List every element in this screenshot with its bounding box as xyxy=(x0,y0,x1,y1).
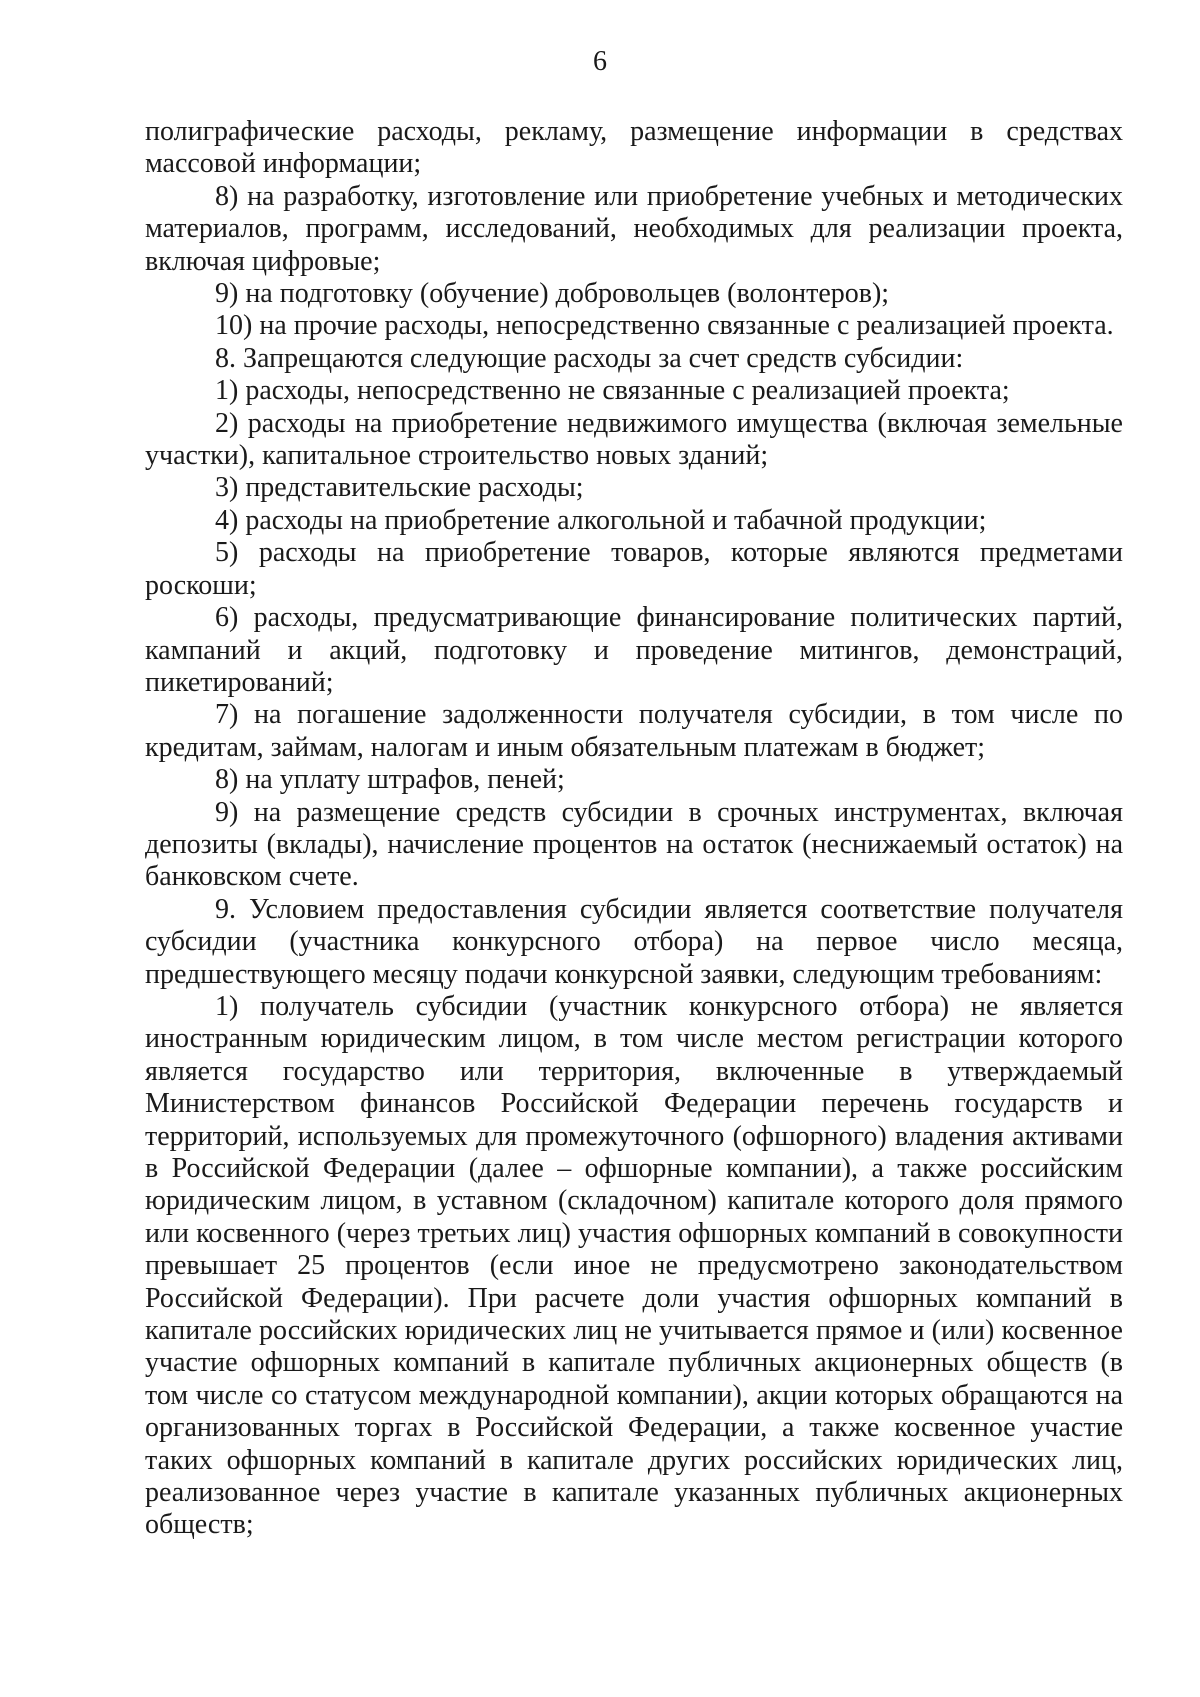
paragraph: 8) на уплату штрафов, пеней; xyxy=(215,764,565,796)
page-number: 6 xyxy=(593,46,607,77)
paragraph: 8. Запрещаются следующие расходы за счет средств субсидии: xyxy=(215,342,964,374)
paragraph: 1) получатель субсидии (участник конкурсного отбора) не является иностранным юридическим лицом, в том числе местом регистрации которого является государство или территория, включенные в утверждаемый Министерством финансов Российской Федерации перечень государств и территорий, используемых для промежуточного (офшорного) владения активами в Российской Федерации (далее – офшорные компании), а также российским юридическим лицом, в уставном (складочном) капитале которого доля прямого или косвенного (через третьих лиц) участия офшорных компаний в совокупности превышает 25 процентов (если иное не предусмотрено законодательством Российской Федерации). При расчете доли участия офшорных компаний в капитале российских юридических лиц не учитывается прямое и (или) косвенное участие офшорных компаний в капитале публичных акционерных обществ (в том числе со статусом международной компании), акции которых обращаются на организованных торгах в Российской Федерации, а также косвенное участие таких офшорных компаний в капитале других российских юридических лиц, реализованное через участие в капитале указанных публичных акционерных обществ; xyxy=(145,990,1123,1541)
paragraph: 5) расходы на приобретение товаров, которые являются предметами роскоши; xyxy=(145,537,1123,601)
paragraph: 10) на прочие расходы, непосредственно связанные с реализацией проекта. xyxy=(215,310,1114,342)
paragraph: 3) представительские расходы; xyxy=(215,472,584,504)
paragraph: 9) на подготовку (обучение) добровольцев (волонтеров); xyxy=(215,278,890,310)
paragraph: 7) на погашение задолженности получателя субсидии, в том числе по кредитам, займам, налогам и иным обязательным платежам в бюджет; xyxy=(145,699,1123,763)
paragraph: 8) на разработку, изготовление или приобретение учебных и методических материалов, программ, исследований, необходимых для реализации проекта, включая цифровые; xyxy=(145,180,1123,277)
paragraph: 1) расходы, непосредственно не связанные с реализацией проекта; xyxy=(215,375,1010,407)
paragraph: 9. Условием предоставления субсидии является соответствие получателя субсидии (участника конкурсного отбора) на первое число месяца, предшествующего месяцу подачи конкурсной заявки, следующим требованиям: xyxy=(145,893,1123,990)
paragraph: полиграфические расходы, рекламу, размещение информации в средствах массовой информации; xyxy=(145,116,1123,180)
paragraph: 2) расходы на приобретение недвижимого имущества (включая земельные участки), капитальное строительство новых зданий; xyxy=(145,407,1123,472)
paragraph: 4) расходы на приобретение алкогольной и табачной продукции; xyxy=(215,504,987,536)
document-body xyxy=(145,116,1123,1542)
paragraph: 6) расходы, предусматривающие финансирование политических партий, кампаний и акций, подготовку и проведение митингов, демонстраций, пикетирований; xyxy=(145,602,1123,698)
paragraph: 9) на размещение средств субсидии в срочных инструментах, включая депозиты (вклады), начисление процентов на остаток (неснижаемый остаток) на банковском счете. xyxy=(145,796,1123,893)
